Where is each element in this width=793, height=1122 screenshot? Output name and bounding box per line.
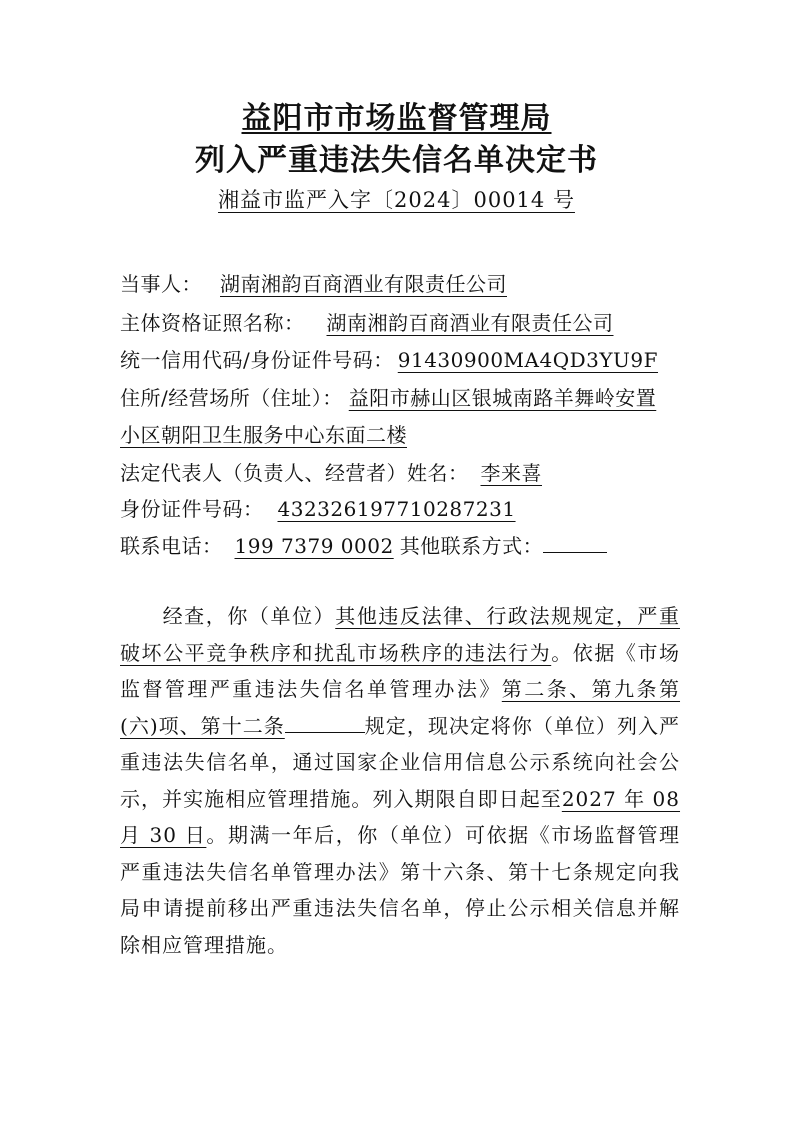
issuing-authority: 益阳市市场监督管理局 — [241, 101, 552, 136]
address-value-line1: 益阳市赫山区银城南路羊舞岭安置 — [348, 386, 657, 410]
credit-code-row — [120, 350, 662, 370]
id-number-label: 身份证件号码： — [120, 497, 264, 521]
credit-code-label: 统一信用代码/身份证件号码： — [120, 348, 394, 372]
other-contact-label: 其他联系方式： — [399, 534, 544, 558]
body-decision: 规定，现决定将你（单位）列入严重违法失信名单，通过国家企业信用信息公示系统向社会公示，并实施相应管理措施。列入期限自即日起至 — [120, 713, 681, 811]
decision-paragraph — [120, 598, 680, 963]
legal-articles: 第二条、第九条第(六)项、第十二条 — [120, 677, 681, 738]
legal-rep-row — [120, 463, 560, 483]
phone-value: 199 7379 0002 — [234, 534, 394, 558]
listing-end-date: 2027 年 08 月 30 日 — [120, 786, 681, 847]
other-contact-blank — [543, 536, 607, 553]
party-label: 当事人： — [120, 272, 202, 296]
legal-rep-value: 李来喜 — [480, 461, 542, 485]
document-number: 湘益市监严入字〔2024〕00014 号 — [218, 188, 575, 212]
credit-code-value: 91430900MA4QD3YU9F — [397, 348, 659, 372]
id-number-row — [120, 499, 530, 519]
contact-row — [120, 536, 607, 556]
license-label: 主体资格证照名称： — [120, 311, 305, 335]
id-number-value: 432326197710287231 — [277, 497, 516, 521]
body-basis: 。依据《市场监督管理严重违法失信名单管理办法》 — [120, 640, 681, 701]
license-value: 湖南湘韵百商酒业有限责任公司 — [326, 311, 614, 335]
body-intro: 经查，你（单位） — [162, 604, 336, 628]
address-row — [120, 388, 656, 408]
body-removal: 。期满一年后，你（单位）可依据《市场监督管理严重违法失信名单管理办法》第十六条、第十七条规定向我局申请提前移出严重违法失信名单，停止公示相关信息并解除相应管理措施。 — [120, 823, 681, 957]
legal-rep-label: 法定代表人（负责人、经营者）姓名： — [120, 461, 469, 485]
address-label: 住所/经营场所（住址）： — [120, 386, 343, 410]
address-value-line2: 小区朝阳卫生服务中心东面二楼 — [120, 423, 407, 447]
phone-label: 联系电话： — [120, 534, 223, 558]
violation-description: 其他违反法律、行政法规规定，严重破坏公平竞争秩序和扰乱市场秩序的违法行为 — [120, 604, 680, 665]
license-row — [120, 313, 636, 333]
document-title: 列入严重违法失信名单决定书 — [195, 143, 598, 178]
party-value: 湖南湘韵百商酒业有限责任公司 — [220, 272, 507, 296]
articles-blank — [285, 718, 365, 733]
address-row-continued — [120, 425, 407, 445]
party-row — [120, 274, 533, 294]
